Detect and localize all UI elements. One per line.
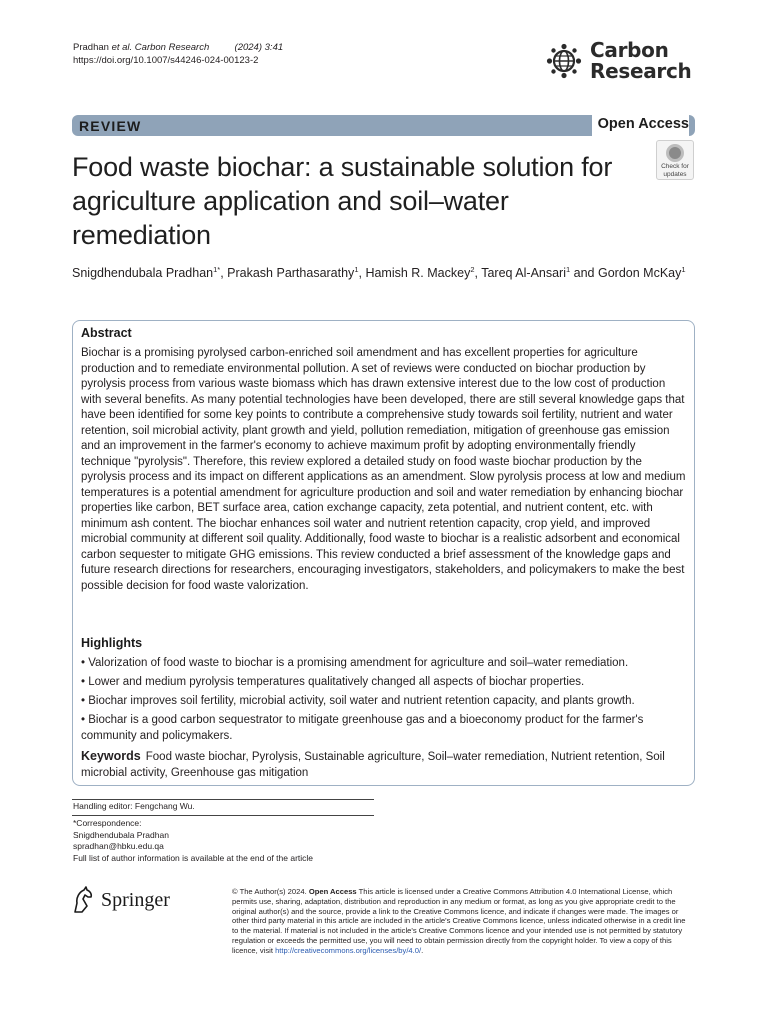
article-title: Food waste biochar: a sustainable solution for agriculture application and soil–water remediation bbox=[72, 152, 613, 250]
open-access-tag bbox=[592, 115, 689, 136]
brand-line-2: Research bbox=[590, 59, 692, 83]
check-for-updates-badge[interactable] bbox=[656, 140, 694, 180]
crossmark-icon bbox=[666, 144, 684, 162]
article-type-label: REVIEW bbox=[79, 118, 142, 134]
highlight-item: • Biochar is a good carbon sequestrator to mitigate greenhouse gas and a bioeconomy product for the farmer's community and policymakers. bbox=[81, 714, 644, 742]
copyright-notice: © The Author(s) 2024. bbox=[232, 887, 307, 896]
correspondence-label: *Correspondence: bbox=[73, 818, 142, 828]
author-separator: , bbox=[220, 266, 228, 281]
highlights-heading: Highlights bbox=[81, 636, 143, 650]
license-suffix: . bbox=[421, 945, 424, 955]
author-info-note: Full list of author information is available at the end of the article bbox=[73, 852, 314, 863]
author-list bbox=[72, 262, 702, 281]
author-name: Tareq Al-Ansari bbox=[481, 266, 566, 281]
first-author: Pradhan bbox=[73, 42, 109, 53]
author-name: Gordon McKay bbox=[597, 266, 682, 281]
keywords-text: Food waste biochar, Pyrolysis, Sustainable agriculture, Soil–water remediation, Nutrient retention, Soil microbial activity, Greenhouse gas mitigation bbox=[81, 751, 665, 779]
publisher-name: Springer bbox=[101, 888, 170, 911]
springer-horse-icon bbox=[71, 886, 95, 914]
journal-name: et al. Carbon Research bbox=[111, 42, 210, 53]
badge-line-2: updates bbox=[663, 171, 687, 178]
keywords bbox=[81, 749, 687, 781]
correspondence-block bbox=[73, 818, 313, 864]
author-affiliation: 1 bbox=[354, 265, 359, 274]
license-link[interactable]: http://creativecommons.org/licenses/by/4.0/ bbox=[275, 945, 422, 955]
handling-editor: Handling editor: Fengchang Wu. bbox=[73, 801, 195, 811]
keywords-label: Keywords bbox=[81, 749, 141, 763]
correspondence-email[interactable]: spradhan@hbku.edu.qa bbox=[73, 841, 164, 851]
author-affiliation: 1* bbox=[213, 265, 221, 274]
abstract-heading: Abstract bbox=[81, 326, 132, 340]
publisher-logo bbox=[71, 886, 170, 914]
highlights-list bbox=[81, 656, 687, 748]
article-type-banner bbox=[72, 115, 695, 136]
author-name: Hamish R. Mackey bbox=[365, 266, 471, 281]
highlight-item: • Lower and medium pyrolysis temperatures qualitatively changed all aspects of biochar properties. bbox=[81, 676, 585, 688]
author-name: Snigdhendubala Pradhan bbox=[72, 266, 214, 281]
badge-line-1: Check for bbox=[661, 163, 689, 170]
footnote-divider bbox=[72, 799, 374, 800]
footnote-divider bbox=[72, 815, 374, 816]
license-body: This article is licensed under a Creative Commons Attribution 4.0 International License, which permits use, sharing, adaptation, distribution and reproduction in any medium or format, as long as you give appropriate credit to the original author(s) and the source, provide a link to the Creative Commons licence, and indicate if changes were made. The images or other third party material in this article are included in the article's Creative Commons licence, unless indicated otherwise in a credit line to the material. If material is not included in the article's Creative Commons licence and your intended use is not permitted by statutory regulation or exceeds the permitted use, you will need to obtain permission directly from the copyright holder. To view a copy of this licence, visit bbox=[232, 887, 686, 955]
license-open-access: Open Access bbox=[308, 887, 357, 896]
license-text bbox=[232, 887, 692, 956]
journal-brand bbox=[546, 40, 692, 82]
brand-line-1: Carbon bbox=[590, 38, 669, 62]
citation-line bbox=[73, 41, 283, 54]
author-name: Prakash Parthasarathy bbox=[227, 266, 355, 281]
journal-logo-text bbox=[590, 40, 692, 82]
author-separator: , bbox=[358, 266, 366, 281]
highlight-item: • Biochar improves soil fertility, microbial activity, soil water and nutrient retention capacity, and plants growth. bbox=[81, 695, 635, 707]
author-affiliation: 1 bbox=[681, 265, 686, 274]
article-meta bbox=[73, 41, 283, 67]
globe-network-icon bbox=[546, 43, 582, 79]
doi-link[interactable]: https://doi.org/10.1007/s44246-024-00123-2 bbox=[73, 55, 259, 66]
highlight-item: • Valorization of food waste to biochar is a promising amendment for agriculture and soil–water remediation. bbox=[81, 657, 629, 669]
author-separator: , bbox=[474, 266, 482, 281]
citation: (2024) 3:41 bbox=[234, 42, 284, 53]
author-affiliation: 1 bbox=[566, 265, 571, 274]
author-separator: and bbox=[570, 266, 598, 281]
abstract-text: Biochar is a promising pyrolysed carbon-enriched soil amendment and has excellent properties for agriculture production and to remediate environmental pollution. A set of reviews were conducted on biochar production by pyrolysis process from various waste biomass which has drawn extensive interest due to the low cost of production with several benefits. As many potential technologies have been developed, there are still several knowledge gaps that have been identified for some key points to contribute a comprehensive study towards soil fertility, nutrient and water retention, soil microbial activity, plant growth and yield, pollution remediation, mitigation of greenhouse gas emission and an improvement in the farmer's economy to achieve maximum profit by adopting environmentally friendly technique "pyrolysis". Therefore, this review explored a detailed study on food waste biochar production by the pyrolysis process and its impact on different applications as an amendment. Slow pyrolysis process at low and medium temperatures is a potential amendment for agriculture production and soil and water remediation by enhancing biochar properties like carbon, BET surface area, cation exchange capacity, zeta potential, and nutrient content, etc. with minimum ash content. The biochar enhances soil water and nutrient retention capacity, crop yield, and improved microbial community at different soil quality. Additionally, food waste to biochar is a realistic adsorbent and economical carbon sequester to mitigate GHG emissions. This review conducted a brief assessment of the knowledge gaps and future research directions for researchers, encouraging investigators, stakeholders, and policymakers to make the best possible decision for food waste valorization. bbox=[81, 347, 686, 592]
author-affiliation: 2 bbox=[470, 265, 475, 274]
open-access-label: Open Access bbox=[597, 116, 689, 132]
correspondence-name: Snigdhendubala Pradhan bbox=[73, 829, 169, 840]
